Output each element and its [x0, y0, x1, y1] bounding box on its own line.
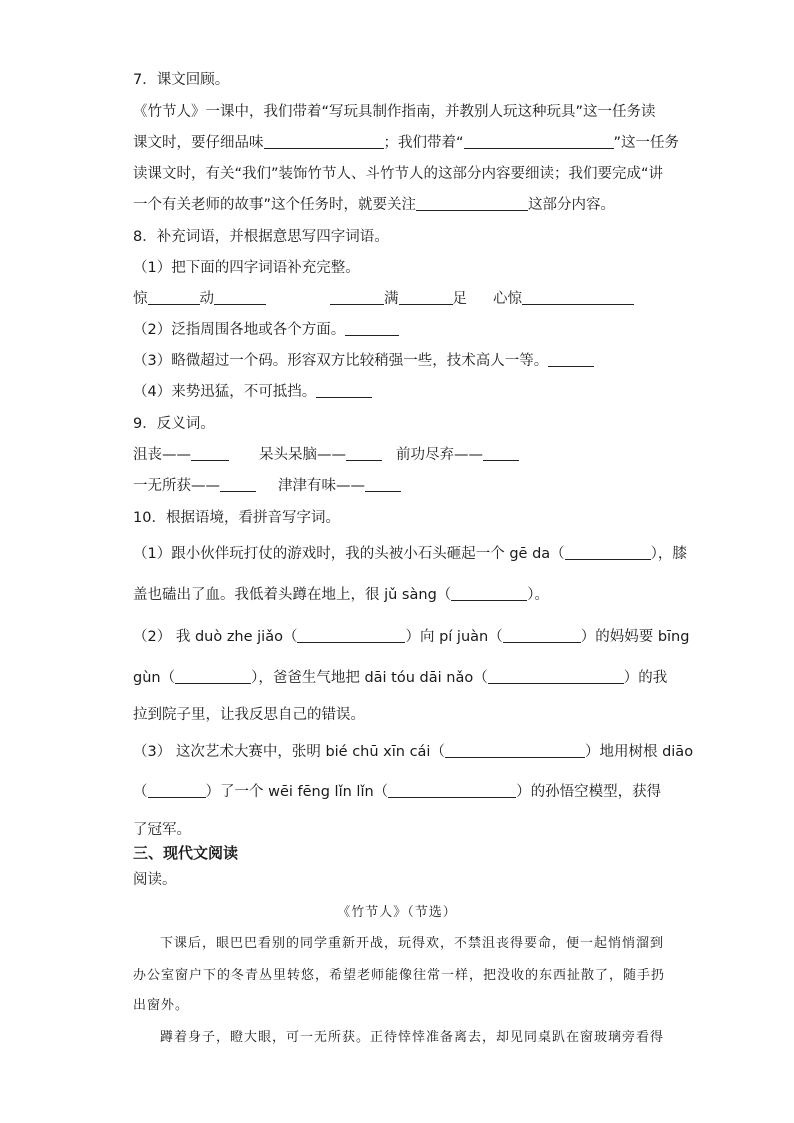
- answer-blank[interactable]: [148, 783, 206, 798]
- q7-line: 课文时，要仔细品味 ；我们带着“ ”这一任务: [133, 135, 680, 151]
- passage-line: 出窗外。: [133, 998, 190, 1013]
- q8-sub: （4）来势迅猛，不可抵挡。: [133, 380, 372, 401]
- q7-title: 7．课文回顾。: [133, 72, 230, 88]
- q8-sub: （1）把下面的四字词语补充完整。: [133, 260, 360, 276]
- answer-blank[interactable]: [297, 628, 405, 643]
- q10-title: 10．根据语境，看拼音写字词。: [133, 510, 340, 526]
- answer-blank[interactable]: [464, 134, 614, 149]
- q7-line: 《竹节人》一课中，我们带着“写玩具制作指南，并教别人玩这种玩具”这一任务读: [133, 104, 656, 120]
- q8-title: 8．补充词语，并根据意思写四字词语。: [133, 229, 389, 245]
- answer-blank[interactable]: [346, 446, 382, 461]
- answer-blank[interactable]: [330, 290, 384, 305]
- passage-line: 办公室窗户下的冬青丛里转悠，希望老师能像往常一样，把没收的东西扯散了，随手扔: [133, 968, 666, 983]
- answer-blank[interactable]: [522, 290, 634, 305]
- answer-blank[interactable]: [175, 669, 251, 684]
- section-instruction: 阅读。: [133, 872, 177, 888]
- answer-blank[interactable]: [316, 383, 372, 398]
- q9-row: 一无所获—— 津津有味——: [133, 474, 401, 495]
- section-heading: 三、现代文阅读: [133, 844, 239, 862]
- answer-blank[interactable]: [483, 446, 519, 461]
- q7-line: 读课文时，有关“我们”装饰竹节人、斗竹节人的这部分内容要细读；我们要完成“讲: [133, 166, 664, 182]
- q10-line: 盖也磕出了血。我低着头蹲在地上，很 jǔ sàng（ ）。: [133, 587, 550, 603]
- q10-line: 拉到院子里，让我反思自己的错误。: [133, 707, 365, 723]
- answer-blank[interactable]: [191, 446, 229, 461]
- q9-row: 沮丧—— 呆头呆脑—— 前功尽弃——: [133, 443, 519, 464]
- answer-blank[interactable]: [548, 352, 594, 367]
- answer-blank[interactable]: [214, 290, 266, 305]
- q8-sub: （3）略微超过一个码。形容双方比较稍强一些，技术高人一等。: [133, 349, 594, 370]
- answer-blank[interactable]: [451, 586, 527, 601]
- q7-line: 一个有关老师的故事”这个任务时，就要关注 这部分内容。: [133, 197, 616, 213]
- q9-title: 9．反义词。: [133, 416, 215, 432]
- answer-blank[interactable]: [148, 290, 200, 305]
- answer-blank[interactable]: [565, 545, 651, 560]
- answer-blank[interactable]: [399, 290, 453, 305]
- q10-line: （1）跟小伙伴玩打仗的游戏时，我的头被小石头砸起一个 gē da（ ），膝: [133, 546, 687, 562]
- passage-title: 《竹节人》（节选）: [337, 905, 457, 920]
- answer-blank[interactable]: [488, 669, 624, 684]
- answer-blank[interactable]: [445, 743, 585, 758]
- q10-line: （3） 这次艺术大赛中，张明 bié chū xīn cái（ ）地用树根 diāo: [133, 744, 694, 760]
- q10-line: （2） 我 duò zhe jiǎo（ ）向 pí juàn（ ）的妈妈要 bīng: [133, 629, 690, 645]
- answer-blank[interactable]: [345, 321, 399, 336]
- answer-blank[interactable]: [365, 477, 401, 492]
- answer-blank[interactable]: [388, 783, 516, 798]
- q10-line: 了冠军。: [133, 822, 191, 838]
- passage-line: 蹲着身子，瞪大眼，可一无所获。正待悻悻准备离去，却见同桌趴在窗玻璃旁看得: [160, 1030, 665, 1045]
- answer-blank[interactable]: [264, 134, 384, 149]
- answer-blank[interactable]: [503, 628, 581, 643]
- answer-blank[interactable]: [220, 477, 256, 492]
- q10-line: gùn（ ），爸爸生气地把 dāi tóu dāi nǎo（ ）的我: [133, 670, 668, 686]
- q10-line: （ ）了一个 wēi fēng lǐn lǐn（ ）的孙悟空模型，获得: [133, 784, 662, 800]
- answer-blank[interactable]: [416, 196, 528, 211]
- q8-sub: （2）泛指周围各地或各个方面。: [133, 318, 399, 339]
- q8-word-row: 惊 动 满 足 心惊: [133, 287, 634, 308]
- passage-line: 下课后，眼巴巴看别的同学重新开战，玩得欢，不禁沮丧得要命，便一起悄悄溜到: [160, 936, 665, 951]
